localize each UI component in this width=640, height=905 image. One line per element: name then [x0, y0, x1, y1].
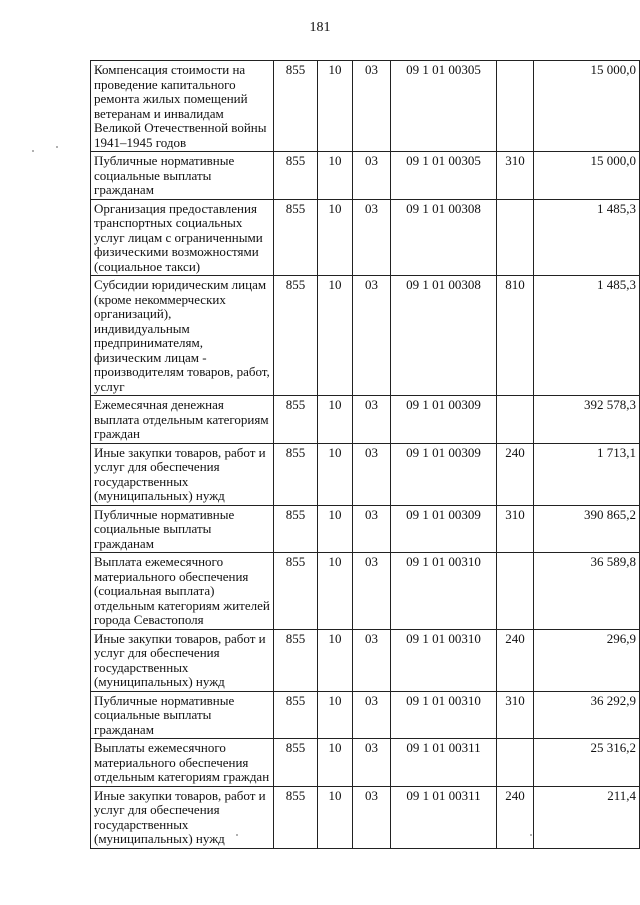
target-article-cell: 09 1 01 00310 [391, 553, 497, 630]
amount-cell: 25 316,2 [534, 739, 640, 787]
row-name-cell: Ежемесячная денежная выплата отдельным категориям граждан [91, 396, 274, 444]
expense-type-cell [497, 739, 534, 787]
amount-cell: 392 578,3 [534, 396, 640, 444]
scan-speck [236, 834, 238, 836]
amount-cell: 36 589,8 [534, 553, 640, 630]
ministry-code-cell: 855 [274, 276, 318, 396]
amount-cell: 296,9 [534, 629, 640, 691]
subsection-code-cell: 03 [353, 629, 391, 691]
ministry-code-cell: 855 [274, 61, 318, 152]
table-row [91, 396, 640, 444]
section-code-cell: 10 [318, 443, 353, 505]
subsection-code-cell: 03 [353, 199, 391, 276]
expense-type-cell: 310 [497, 691, 534, 739]
budget-table [90, 60, 640, 849]
section-code-cell: 10 [318, 691, 353, 739]
row-name-cell: Публичные нормативные социальные выплаты гражданам [91, 691, 274, 739]
ministry-code-cell: 855 [274, 396, 318, 444]
table-row [91, 199, 640, 276]
scan-speck [56, 146, 58, 148]
table-row [91, 739, 640, 787]
row-name-cell: Компенсация стоимости на проведение капитального ремонта жилых помещений ветеранам и инвалидам Великой Отечественной войны 1941–1945 годов [91, 61, 274, 152]
amount-cell: 211,4 [534, 786, 640, 848]
section-code-cell: 10 [318, 276, 353, 396]
table-row [91, 786, 640, 848]
expense-type-cell: 310 [497, 152, 534, 200]
subsection-code-cell: 03 [353, 505, 391, 553]
expense-type-cell: 240 [497, 629, 534, 691]
section-code-cell: 10 [318, 505, 353, 553]
expense-type-cell [497, 396, 534, 444]
row-name-cell: Публичные нормативные социальные выплаты гражданам [91, 505, 274, 553]
target-article-cell: 09 1 01 00311 [391, 739, 497, 787]
ministry-code-cell: 855 [274, 739, 318, 787]
expense-type-cell: 810 [497, 276, 534, 396]
subsection-code-cell: 03 [353, 691, 391, 739]
subsection-code-cell: 03 [353, 61, 391, 152]
target-article-cell: 09 1 01 00309 [391, 396, 497, 444]
row-name-cell: Иные закупки товаров, работ и услуг для обеспечения государственных (муниципальных) нужд [91, 443, 274, 505]
row-name-cell: Публичные нормативные социальные выплаты гражданам [91, 152, 274, 200]
expense-type-cell [497, 553, 534, 630]
section-code-cell: 10 [318, 152, 353, 200]
target-article-cell: 09 1 01 00310 [391, 629, 497, 691]
ministry-code-cell: 855 [274, 629, 318, 691]
section-code-cell: 10 [318, 199, 353, 276]
table-row [91, 553, 640, 630]
expense-type-cell: 240 [497, 786, 534, 848]
amount-cell: 390 865,2 [534, 505, 640, 553]
ministry-code-cell: 855 [274, 443, 318, 505]
target-article-cell: 09 1 01 00311 [391, 786, 497, 848]
table-row [91, 691, 640, 739]
scan-speck [530, 834, 532, 836]
target-article-cell: 09 1 01 00309 [391, 505, 497, 553]
row-name-cell: Иные закупки товаров, работ и услуг для обеспечения государственных (муниципальных) нужд [91, 786, 274, 848]
row-name-cell: Выплата ежемесячного материального обеспечения (социальная выплата) отдельным категориям жителей города Севастополя [91, 553, 274, 630]
scan-speck [32, 150, 34, 152]
subsection-code-cell: 03 [353, 396, 391, 444]
target-article-cell: 09 1 01 00308 [391, 199, 497, 276]
subsection-code-cell: 03 [353, 739, 391, 787]
ministry-code-cell: 855 [274, 691, 318, 739]
amount-cell: 15 000,0 [534, 152, 640, 200]
expense-type-cell: 240 [497, 443, 534, 505]
row-name-cell: Выплаты ежемесячного материального обеспечения отдельным категориям граждан [91, 739, 274, 787]
section-code-cell: 10 [318, 61, 353, 152]
section-code-cell: 10 [318, 553, 353, 630]
section-code-cell: 10 [318, 396, 353, 444]
table-body [91, 61, 640, 849]
amount-cell: 1 713,1 [534, 443, 640, 505]
table-row [91, 505, 640, 553]
row-name-cell: Иные закупки товаров, работ и услуг для обеспечения государственных (муниципальных) нужд [91, 629, 274, 691]
target-article-cell: 09 1 01 00308 [391, 276, 497, 396]
ministry-code-cell: 855 [274, 505, 318, 553]
target-article-cell: 09 1 01 00309 [391, 443, 497, 505]
ministry-code-cell: 855 [274, 553, 318, 630]
ministry-code-cell: 855 [274, 786, 318, 848]
page-number: 181 [309, 20, 331, 35]
amount-cell: 1 485,3 [534, 199, 640, 276]
section-code-cell: 10 [318, 739, 353, 787]
target-article-cell: 09 1 01 00310 [391, 691, 497, 739]
table-row [91, 61, 640, 152]
expense-type-cell [497, 61, 534, 152]
table-row [91, 152, 640, 200]
subsection-code-cell: 03 [353, 443, 391, 505]
section-code-cell: 10 [318, 786, 353, 848]
subsection-code-cell: 03 [353, 553, 391, 630]
row-name-cell: Организация предоставления транспортных социальных услуг лицам с ограниченными физическими возможностями (социальное такси) [91, 199, 274, 276]
table-row [91, 443, 640, 505]
ministry-code-cell: 855 [274, 152, 318, 200]
amount-cell: 15 000,0 [534, 61, 640, 152]
target-article-cell: 09 1 01 00305 [391, 152, 497, 200]
subsection-code-cell: 03 [353, 276, 391, 396]
expense-type-cell: 310 [497, 505, 534, 553]
table-row [91, 629, 640, 691]
ministry-code-cell: 855 [274, 199, 318, 276]
row-name-cell: Субсидии юридическим лицам (кроме некоммерческих организаций), индивидуальным предпринимателям, физическим лицам - производителям товаров, работ, услуг [91, 276, 274, 396]
section-code-cell: 10 [318, 629, 353, 691]
subsection-code-cell: 03 [353, 786, 391, 848]
target-article-cell: 09 1 01 00305 [391, 61, 497, 152]
expense-type-cell [497, 199, 534, 276]
table-row [91, 276, 640, 396]
amount-cell: 1 485,3 [534, 276, 640, 396]
amount-cell: 36 292,9 [534, 691, 640, 739]
subsection-code-cell: 03 [353, 152, 391, 200]
